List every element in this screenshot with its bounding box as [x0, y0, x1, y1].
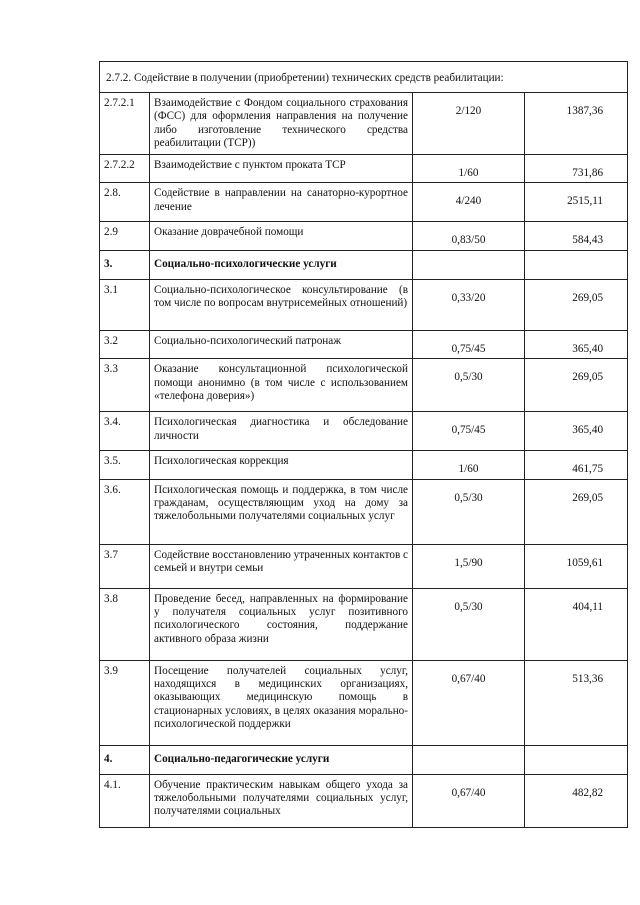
- table-row: [100, 222, 628, 250]
- row-number: 3.5.: [100, 451, 150, 479]
- section-row: [100, 745, 628, 774]
- row-number: 3.4.: [100, 412, 150, 451]
- table-row: [100, 279, 628, 330]
- row-number: 3.8: [100, 588, 150, 660]
- service-name: Социально-психологические услуги: [150, 250, 413, 279]
- table-row: [100, 412, 628, 451]
- row-number: 3.1: [100, 279, 150, 330]
- price-value: [525, 250, 628, 279]
- service-name: Социально-педагогические услуги: [150, 745, 413, 774]
- row-number: 2.7.2.1: [100, 93, 150, 155]
- table-row: [100, 544, 628, 588]
- price-value: 482,82: [525, 774, 628, 827]
- row-number: 3.3: [100, 359, 150, 412]
- price-value: 269,05: [525, 359, 628, 412]
- price-value: 269,05: [525, 279, 628, 330]
- table-row: [100, 183, 628, 222]
- price-value: 461,75: [525, 451, 628, 479]
- price-value: [525, 745, 628, 774]
- norm-value: [413, 745, 525, 774]
- service-name: Проведение бесед, направленных на формирование у получателя социальных услуг позитивного психологического состояния, поддержание активного образа жизни: [150, 588, 413, 660]
- norm-value: 0,5/30: [413, 359, 525, 412]
- price-value: 365,40: [525, 412, 628, 451]
- price-value: 365,40: [525, 330, 628, 358]
- row-number: 3.6.: [100, 479, 150, 544]
- row-number: 3.7: [100, 544, 150, 588]
- row-number: 2.8.: [100, 183, 150, 222]
- table-row: [100, 451, 628, 479]
- price-value: 513,36: [525, 660, 628, 745]
- row-number: 4.1.: [100, 774, 150, 827]
- service-name: Содействие восстановлению утраченных контактов с семьей и внутри семьи: [150, 544, 413, 588]
- table-row: [100, 479, 628, 544]
- table-row: [100, 359, 628, 412]
- norm-value: 0,75/45: [413, 330, 525, 358]
- section-row: [100, 250, 628, 279]
- table-row: [100, 93, 628, 155]
- row-number: 3.: [100, 250, 150, 279]
- norm-value: 1/60: [413, 451, 525, 479]
- norm-value: 0,67/40: [413, 774, 525, 827]
- service-name: Взаимодействие с пунктом проката ТСР: [150, 155, 413, 183]
- norm-value: 0,83/50: [413, 222, 525, 250]
- service-name: Содействие в направлении на санаторно-курортное лечение: [150, 183, 413, 222]
- service-name: Оказание консультационной психологической помощи анонимно (в том числе с использованием «телефона доверия»): [150, 359, 413, 412]
- row-number: 4.: [100, 745, 150, 774]
- price-value: 584,43: [525, 222, 628, 250]
- price-value: 404,11: [525, 588, 628, 660]
- row-number: 2.9: [100, 222, 150, 250]
- service-name: Взаимодействие с Фондом социального страхования (ФСС) для оформления направления на получение либо изготовление технического средства реабилитации (ТСР)): [150, 93, 413, 155]
- table-row: [100, 774, 628, 827]
- service-name: Социально-психологический патронаж: [150, 330, 413, 358]
- norm-value: 4/240: [413, 183, 525, 222]
- row-number: 3.2: [100, 330, 150, 358]
- service-name: Оказание доврачебной помощи: [150, 222, 413, 250]
- table-row: [100, 155, 628, 183]
- table-row: [100, 330, 628, 358]
- table-row: [100, 588, 628, 660]
- norm-value: 0,75/45: [413, 412, 525, 451]
- title-row-cell: 2.7.2. Содействие в получении (приобретении) технических средств реабилитации:: [100, 62, 628, 93]
- norm-value: [413, 250, 525, 279]
- price-value: 269,05: [525, 479, 628, 544]
- norm-value: 0,5/30: [413, 479, 525, 544]
- service-name: Обучение практическим навыкам общего ухода за тяжелобольными получателями социальных услуг, получателями социальных: [150, 774, 413, 827]
- price-value: 2515,11: [525, 183, 628, 222]
- service-name: Посещение получателей социальных услуг, находящихся в медицинских организациях, оказывающих медицинскую помощь в стационарных условиях, в целях оказания морально-психологической поддержки: [150, 660, 413, 745]
- table-title-row: [100, 62, 628, 93]
- price-value: 1387,36: [525, 93, 628, 155]
- row-number: 3.9: [100, 660, 150, 745]
- table-row: [100, 660, 628, 745]
- service-name: Психологическая коррекция: [150, 451, 413, 479]
- norm-value: 2/120: [413, 93, 525, 155]
- norm-value: 0,33/20: [413, 279, 525, 330]
- service-name: Социально-психологическое консультирование (в том числе по вопросам внутрисемейных отношений): [150, 279, 413, 330]
- service-name: Психологическая помощь и поддержка, в том числе гражданам, осуществляющим уход на дому за тяжелобольными получателями социальных услуг: [150, 479, 413, 544]
- price-value: 731,86: [525, 155, 628, 183]
- norm-value: 1/60: [413, 155, 525, 183]
- norm-value: 0,67/40: [413, 660, 525, 745]
- row-number: 2.7.2.2: [100, 155, 150, 183]
- service-name: Психологическая диагностика и обследование личности: [150, 412, 413, 451]
- norm-value: 0,5/30: [413, 588, 525, 660]
- price-value: 1059,61: [525, 544, 628, 588]
- norm-value: 1,5/90: [413, 544, 525, 588]
- services-table: [99, 61, 628, 828]
